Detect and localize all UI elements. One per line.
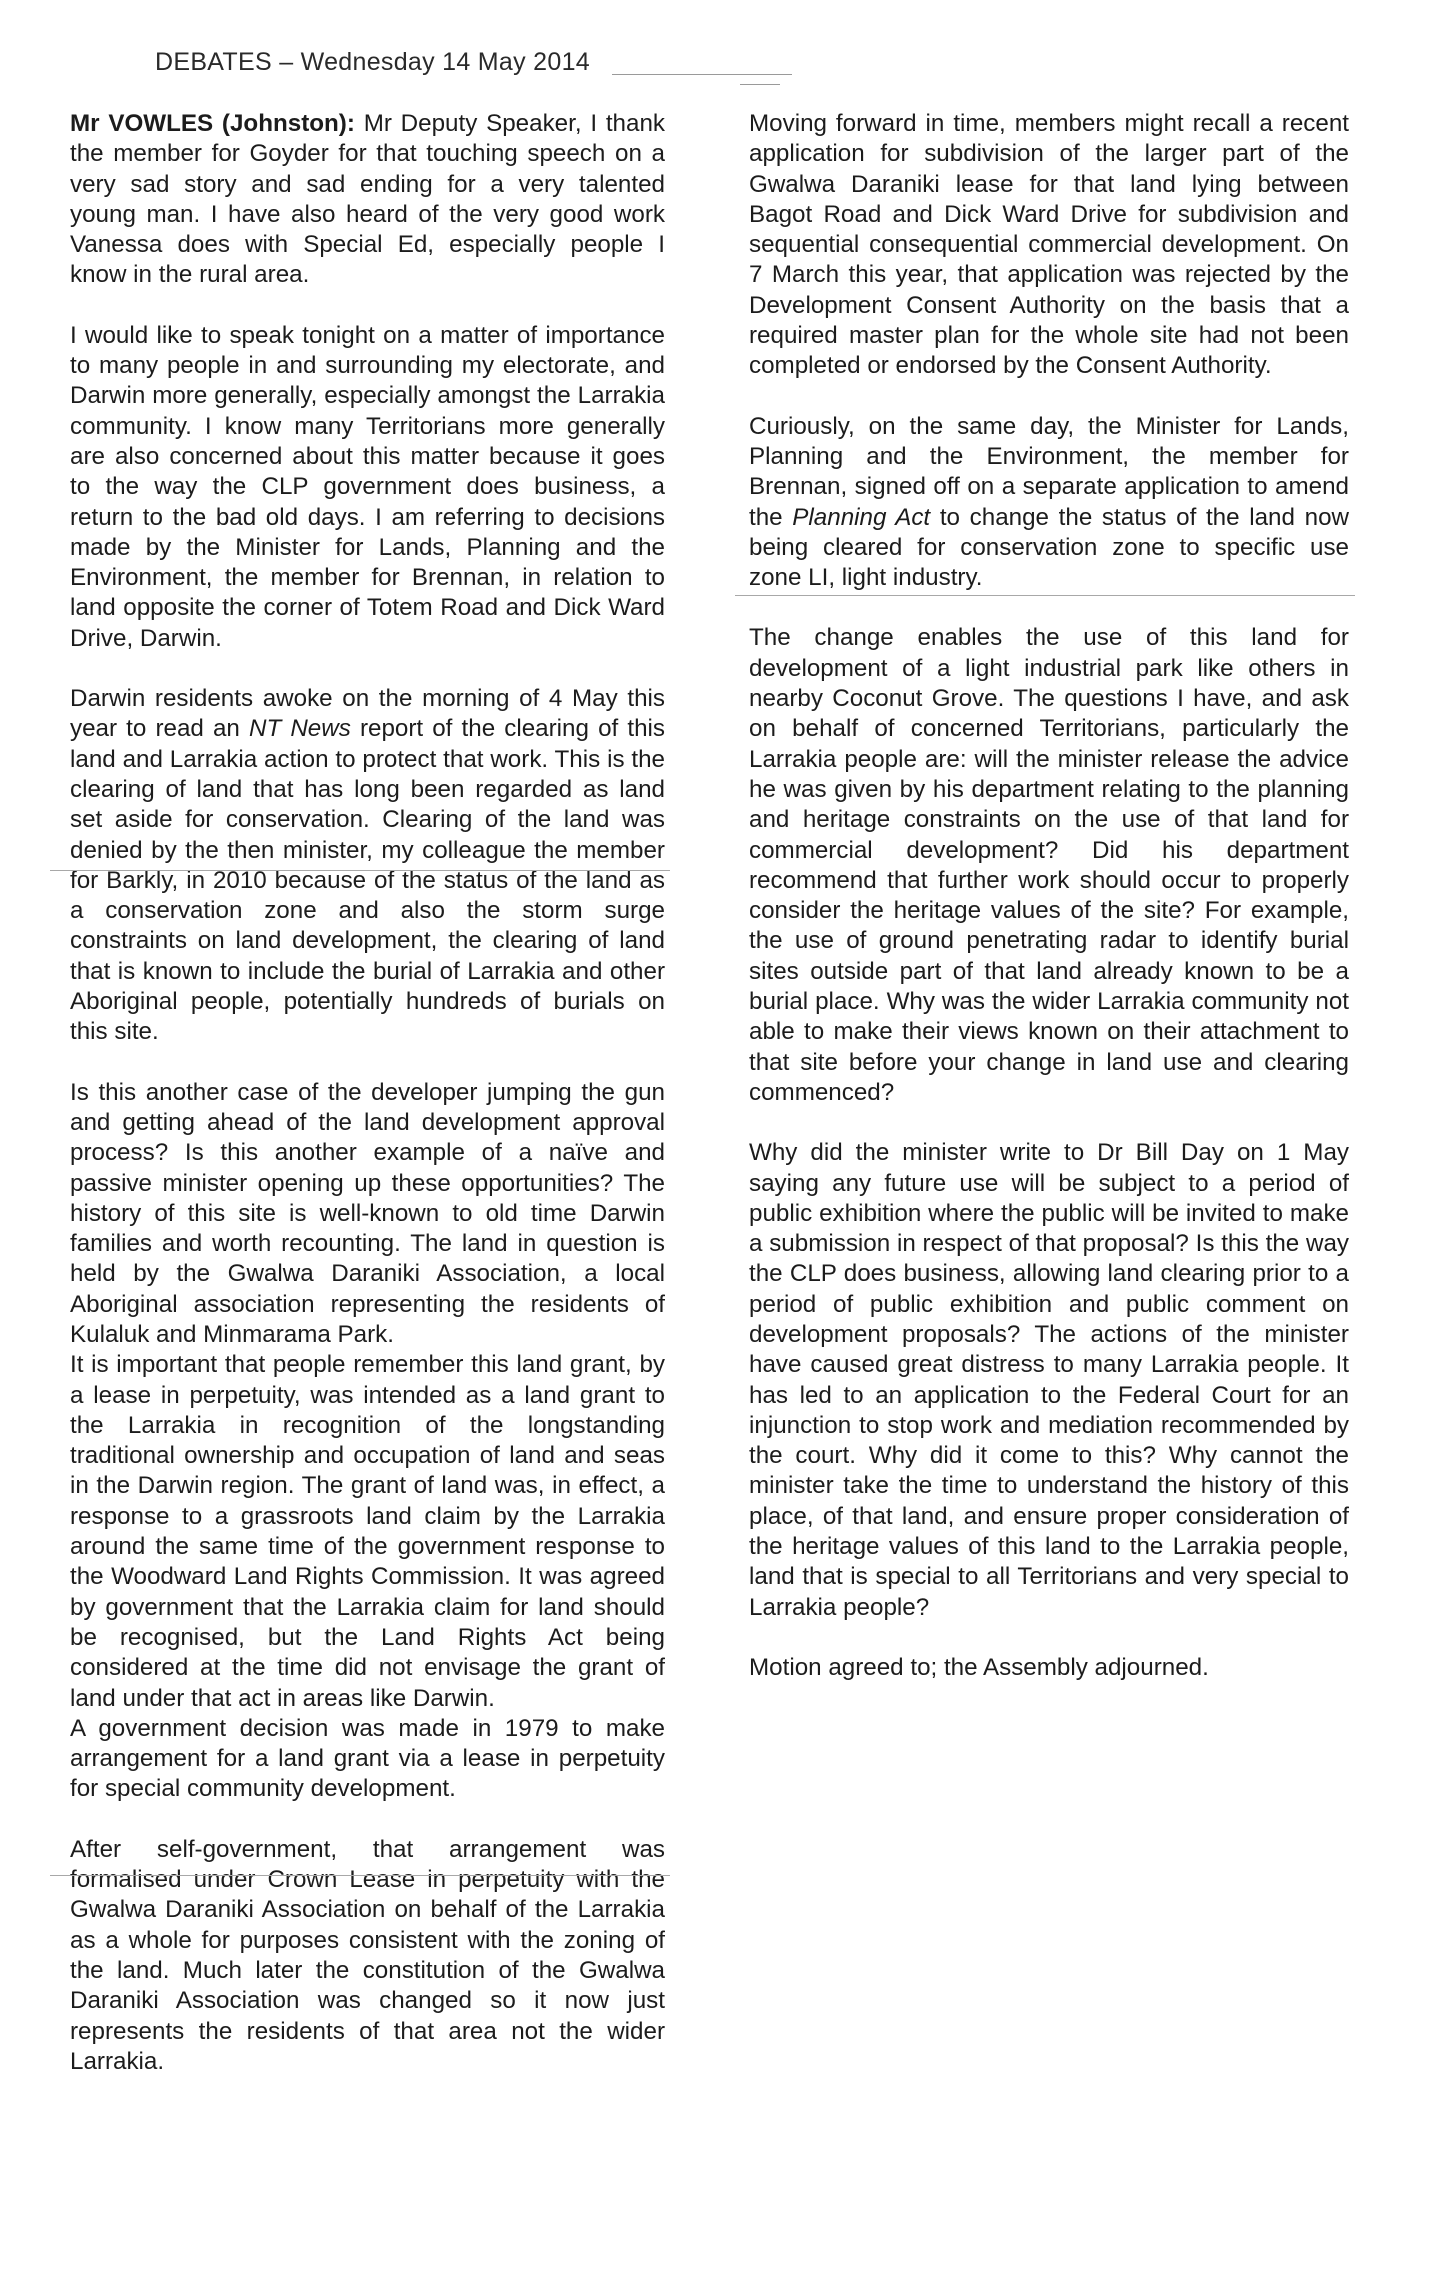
speech-paragraph-11: Why did the minister write to Dr Bill Day on 1 May saying any future use will be subject to a period of public exhibition where the public will be invited to make a submission in respect of that proposal? Is this the way the CLP does business, allowing land clearing prior to a period of public exhibition and public comment on development proposals? The actions of the minister have caused great distress to many Larrakia people. It has led to an application to the Federal Court for an injunction to stop work and mediation recommended by the court. Why did it come to this? Why cannot the minister take the time to understand the history of this place, of that land, and ensure proper consideration of the heritage values of this land to the Larrakia people, land that is special to all Territorians and very special to Larrakia people? [749, 1139, 1349, 1621]
speech-paragraph-3-text-a: Darwin residents awoke on the morning of 4 May this year to read an [70, 685, 665, 743]
speaker-name: Mr VOWLES (Johnston): [70, 110, 355, 137]
header-rule-short [740, 84, 780, 85]
speech-paragraph-1-text: Mr Deputy Speaker, I thank the member for Goyder for that touching speech on a very sad story and sad ending for a very talented young man. I have also heard of the very good work Vanessa does with Special Ed, especially people I know in the rural area. [70, 110, 665, 289]
paste-seam [735, 595, 1355, 596]
right-column [749, 109, 1349, 1683]
speech-paragraph-10: The change enables the use of this land for development of a light industrial park like others in nearby Coconut Grove. The questions I have, and ask on behalf of concerned Territorians, particularly the Larrakia people are: will the minister release the advice he was given by his department relating to the planning and heritage constraints on the use of that land for commercial development? Did his department recommend that further work should occur to properly consider the heritage values of the site? For example, the use of ground penetrating radar to identify burial sites outside part of that land already known to be a burial place. Why was the wider Larrakia community not able to make their views known on their attachment to that site before your change in land use and clearing commenced? [749, 624, 1349, 1106]
paste-seam [50, 1875, 670, 1876]
publication-name: NT News [248, 715, 351, 743]
header-rule [612, 74, 792, 75]
speech-paragraph-4: Is this another case of the developer jumping the gun and getting ahead of the land development approval process? Is this another example of a naïve and passive minister opening up these opportunities? The history of this site is well-known to old time Darwin families and worth recounting. The land in question is held by the Gwalwa Daraniki Association, a local Aboriginal association representing the residents of Kulaluk and Minmarama Park. [70, 1078, 665, 1348]
speech-paragraph-3-text-b: report of the clearing of this land and Larrakia action to protect that work. This is the clearing of land that has long been regarded as land set aside for conservation. Clearing of the land was denied by the then minister, my colleague the member for Barkly, in 2010 because of the status of the land as a conservation zone and also the storm surge constraints on land development, the clearing of land that is known to include the burial of Larrakia and other Aboriginal people, potentially hundreds of burials on this site. [70, 715, 665, 1046]
speech-paragraph-9 [749, 412, 1349, 594]
speech-paragraph-2: I would like to speak tonight on a matter of importance to many people in and surrounding my electorate, and Darwin more generally, especially amongst the Larrakia community. I know many Territorians more generally are also concerned about this matter because it goes to the way the CLP government does business, a return to the bad old days. I am referring to decisions made by the Minister for Lands, Planning and the Environment, the member for Brennan, in relation to land opposite the corner of Totem Road and Dick Ward Drive, Darwin. [70, 321, 665, 652]
speech-paragraph-1 [70, 109, 665, 291]
speech-paragraph-5: It is important that people remember this land grant, by a lease in perpetuity, was intended as a land grant to the Larrakia in recognition of the longstanding traditional ownership and occupation of land and seas in the Darwin region. The grant of land was, in effect, a response to a grassroots land claim by the Larrakia around the same time of the government response to the Woodward Land Rights Commission. It was agreed by government that the Larrakia claim for land should be recognised, but the Land Rights Act being considered at the time did not envisage the grant of land under that act in areas like Darwin. [70, 1351, 665, 1712]
act-name: Planning Act [792, 503, 931, 531]
speech-paragraph-8: Moving forward in time, members might recall a recent application for subdivision of the larger part of the Gwalwa Daraniki lease for that land lying between Bagot Road and Dick Ward Drive for subdivision and sequential consequential commercial development. On 7 March this year, that application was rejected by the Development Consent Authority on the basis that a required master plan for the whole site had not been completed or endorsed by the Consent Authority. [749, 110, 1349, 380]
speech-paragraph-3 [70, 684, 665, 1048]
page-header: DEBATES – Wednesday 14 May 2014 [155, 48, 590, 76]
adjournment-note: Motion agreed to; the Assembly adjourned. [749, 1653, 1209, 1681]
speech-paragraph-9-text-a: Curiously, on the same day, the Minister for Lands, Planning and the Environment, the member for Brennan, signed off on a separate application to amend the [749, 412, 1349, 531]
paste-seam [50, 870, 670, 871]
speech-paragraph-9-text-b: to change the status of the land now being cleared for conservation zone to specific use zone LI, light industry. [749, 503, 1349, 592]
speech-paragraph-6: A government decision was made in 1979 to make arrangement for a land grant via a lease in perpetuity for special community development. [70, 1714, 665, 1803]
left-column [70, 109, 665, 2077]
speech-paragraph-7: After self-government, that arrangement was formalised under Crown Lease in perpetuity with the Gwalwa Daraniki Association on behalf of the Larrakia as a whole for purposes consistent with the zoning of the land. Much later the constitution of the Gwalwa Daraniki Association was changed so it now just represents the residents of that area not the wider Larrakia. [70, 1835, 665, 2075]
